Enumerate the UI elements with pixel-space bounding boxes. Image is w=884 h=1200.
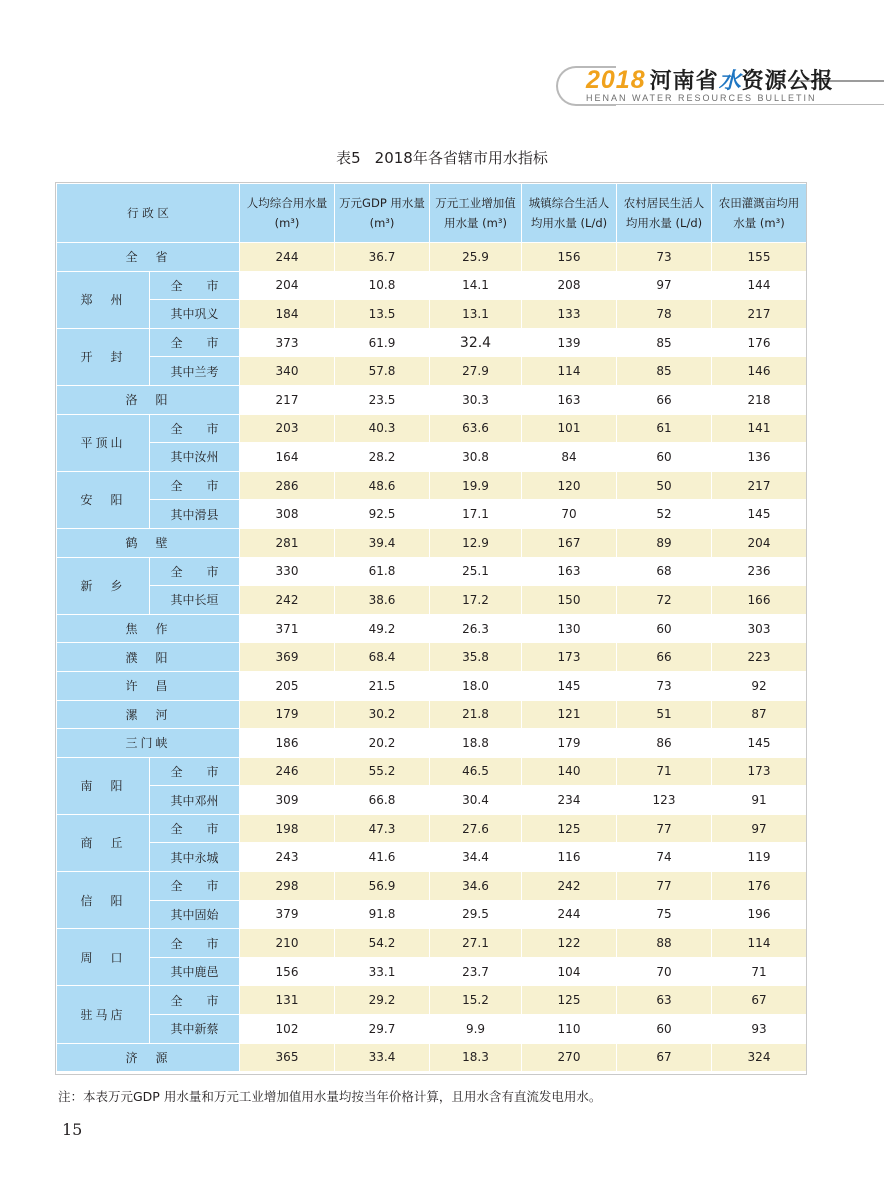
value-cell: 163	[522, 385, 617, 414]
table-row	[57, 1043, 807, 1072]
table-row	[57, 414, 807, 443]
value-cell: 303	[712, 614, 807, 643]
value-cell: 163	[522, 557, 617, 586]
value-cell: 18.8	[430, 729, 522, 758]
value-cell: 236	[712, 557, 807, 586]
table-row	[57, 586, 807, 615]
value-cell: 23.7	[430, 957, 522, 986]
value-cell: 63.6	[430, 414, 522, 443]
table-row	[57, 528, 807, 557]
value-cell: 14.1	[430, 271, 522, 300]
value-cell: 68.4	[335, 643, 430, 672]
region-cell: 焦 作	[57, 614, 240, 643]
table-row	[57, 929, 807, 958]
banner-title-pre: 河南省	[649, 69, 719, 94]
value-cell: 70	[617, 957, 712, 986]
value-cell: 71	[617, 757, 712, 786]
value-cell: 164	[240, 443, 335, 472]
value-cell: 30.2	[335, 700, 430, 729]
sub-region-cell: 全 市	[150, 986, 240, 1015]
sub-region-cell: 全 市	[150, 757, 240, 786]
value-cell: 10.8	[335, 271, 430, 300]
table-row	[57, 471, 807, 500]
sub-region-cell: 其中长垣	[150, 586, 240, 615]
value-cell: 130	[522, 614, 617, 643]
value-cell: 66	[617, 385, 712, 414]
sub-region-cell: 其中邓州	[150, 786, 240, 815]
value-cell: 70	[522, 500, 617, 529]
sub-region-cell: 其中滑县	[150, 500, 240, 529]
value-cell: 114	[522, 357, 617, 386]
value-cell: 246	[240, 757, 335, 786]
value-cell: 309	[240, 786, 335, 815]
value-cell: 15.2	[430, 986, 522, 1015]
region-cell: 开 封	[57, 328, 150, 385]
value-cell: 32.4	[430, 328, 522, 357]
value-cell: 9.9	[430, 1015, 522, 1044]
value-cell: 66.8	[335, 786, 430, 815]
banner-title	[586, 64, 834, 95]
page-number: 15	[62, 1120, 83, 1139]
value-cell: 173	[712, 757, 807, 786]
value-cell: 30.4	[430, 786, 522, 815]
region-cell: 周 口	[57, 929, 150, 986]
value-cell: 85	[617, 357, 712, 386]
value-cell: 39.4	[335, 528, 430, 557]
value-cell: 365	[240, 1043, 335, 1072]
value-cell: 167	[522, 528, 617, 557]
value-cell: 176	[712, 328, 807, 357]
value-cell: 166	[712, 586, 807, 615]
value-cell: 120	[522, 471, 617, 500]
value-cell: 29.5	[430, 900, 522, 929]
value-cell: 140	[522, 757, 617, 786]
table-row	[57, 729, 807, 758]
value-cell: 286	[240, 471, 335, 500]
value-cell: 36.7	[335, 243, 430, 272]
value-cell: 179	[240, 700, 335, 729]
value-cell: 67	[617, 1043, 712, 1072]
value-cell: 57.8	[335, 357, 430, 386]
value-cell: 281	[240, 528, 335, 557]
value-cell: 21.8	[430, 700, 522, 729]
value-cell: 176	[712, 872, 807, 901]
value-cell: 116	[522, 843, 617, 872]
value-cell: 74	[617, 843, 712, 872]
value-cell: 146	[712, 357, 807, 386]
value-cell: 35.8	[430, 643, 522, 672]
value-cell: 77	[617, 814, 712, 843]
value-cell: 60	[617, 1015, 712, 1044]
header-industry: 万元工业增加值 用水量 (m³)	[430, 184, 522, 243]
value-cell: 156	[522, 243, 617, 272]
value-cell: 89	[617, 528, 712, 557]
table-row	[57, 786, 807, 815]
value-cell: 244	[522, 900, 617, 929]
value-cell: 373	[240, 328, 335, 357]
table-row	[57, 614, 807, 643]
water-logo-icon: 水	[718, 69, 742, 94]
value-cell: 122	[522, 929, 617, 958]
value-cell: 150	[522, 586, 617, 615]
value-cell: 87	[712, 700, 807, 729]
header-gdp: 万元GDP 用水量 (m³)	[335, 184, 430, 243]
value-cell: 17.2	[430, 586, 522, 615]
value-cell: 86	[617, 729, 712, 758]
value-cell: 13.1	[430, 300, 522, 329]
value-cell: 38.6	[335, 586, 430, 615]
value-cell: 26.3	[430, 614, 522, 643]
table-row	[57, 385, 807, 414]
region-cell: 新 乡	[57, 557, 150, 614]
value-cell: 173	[522, 643, 617, 672]
sub-region-cell: 其中兰考	[150, 357, 240, 386]
banner-rule-bottom	[586, 104, 884, 105]
value-cell: 72	[617, 586, 712, 615]
value-cell: 133	[522, 300, 617, 329]
value-cell: 27.6	[430, 814, 522, 843]
value-cell: 61.9	[335, 328, 430, 357]
value-cell: 204	[240, 271, 335, 300]
sub-region-cell: 其中鹿邑	[150, 957, 240, 986]
region-cell: 郑 州	[57, 271, 150, 328]
header-rural-domestic: 农村居民生活人 均用水量 (L/d)	[617, 184, 712, 243]
value-cell: 17.1	[430, 500, 522, 529]
table-row	[57, 700, 807, 729]
value-cell: 40.3	[335, 414, 430, 443]
sub-region-cell: 全 市	[150, 814, 240, 843]
value-cell: 110	[522, 1015, 617, 1044]
region-cell: 济 源	[57, 1043, 240, 1072]
value-cell: 41.6	[335, 843, 430, 872]
value-cell: 33.1	[335, 957, 430, 986]
value-cell: 51	[617, 700, 712, 729]
table-caption	[0, 147, 884, 168]
table-row	[57, 328, 807, 357]
region-cell: 漯 河	[57, 700, 240, 729]
value-cell: 217	[712, 300, 807, 329]
value-cell: 379	[240, 900, 335, 929]
value-cell: 340	[240, 357, 335, 386]
table-note: 注：本表万元GDP 用水量和万元工业增加值用水量均按当年价格计算，且用水含有直流发电用水。	[58, 1089, 602, 1104]
sub-region-cell: 全 市	[150, 328, 240, 357]
value-cell: 19.9	[430, 471, 522, 500]
region-cell: 全 省	[57, 243, 240, 272]
header-irrigation: 农田灌溉亩均用 水量 (m³)	[712, 184, 807, 243]
value-cell: 242	[240, 586, 335, 615]
value-cell: 50	[617, 471, 712, 500]
value-cell: 25.9	[430, 243, 522, 272]
value-cell: 145	[522, 671, 617, 700]
value-cell: 298	[240, 872, 335, 901]
table-row	[57, 872, 807, 901]
table-title: 2018年各省辖市用水指标	[374, 149, 548, 167]
sub-region-cell: 全 市	[150, 471, 240, 500]
value-cell: 77	[617, 872, 712, 901]
region-cell: 驻马店	[57, 986, 150, 1043]
value-cell: 54.2	[335, 929, 430, 958]
value-cell: 13.5	[335, 300, 430, 329]
sub-region-cell: 全 市	[150, 872, 240, 901]
banner-year: 2018	[586, 66, 646, 94]
region-cell: 许 昌	[57, 671, 240, 700]
value-cell: 88	[617, 929, 712, 958]
value-cell: 210	[240, 929, 335, 958]
value-cell: 25.1	[430, 557, 522, 586]
value-cell: 179	[522, 729, 617, 758]
table-row	[57, 986, 807, 1015]
value-cell: 29.2	[335, 986, 430, 1015]
value-cell: 121	[522, 700, 617, 729]
sub-region-cell: 其中巩义	[150, 300, 240, 329]
bulletin-banner	[556, 60, 884, 110]
value-cell: 205	[240, 671, 335, 700]
value-cell: 184	[240, 300, 335, 329]
region-cell: 三门峡	[57, 729, 240, 758]
region-cell: 安 阳	[57, 471, 150, 528]
region-cell: 平顶山	[57, 414, 150, 471]
header-region: 行 政 区	[57, 184, 240, 243]
value-cell: 60	[617, 614, 712, 643]
value-cell: 330	[240, 557, 335, 586]
value-cell: 12.9	[430, 528, 522, 557]
value-cell: 56.9	[335, 872, 430, 901]
value-cell: 29.7	[335, 1015, 430, 1044]
value-cell: 68	[617, 557, 712, 586]
value-cell: 196	[712, 900, 807, 929]
value-cell: 97	[617, 271, 712, 300]
value-cell: 369	[240, 643, 335, 672]
header-urban-domestic: 城镇综合生活人 均用水量 (L/d)	[522, 184, 617, 243]
value-cell: 91	[712, 786, 807, 815]
banner-title-post: 资源公报	[741, 69, 834, 94]
value-cell: 78	[617, 300, 712, 329]
table-row	[57, 957, 807, 986]
region-cell: 南 阳	[57, 757, 150, 814]
value-cell: 156	[240, 957, 335, 986]
value-cell: 48.6	[335, 471, 430, 500]
value-cell: 85	[617, 328, 712, 357]
value-cell: 93	[712, 1015, 807, 1044]
value-cell: 20.2	[335, 729, 430, 758]
value-cell: 60	[617, 443, 712, 472]
value-cell: 223	[712, 643, 807, 672]
value-cell: 34.4	[430, 843, 522, 872]
region-cell: 濮 阳	[57, 643, 240, 672]
value-cell: 242	[522, 872, 617, 901]
value-cell: 186	[240, 729, 335, 758]
value-cell: 198	[240, 814, 335, 843]
sub-region-cell: 其中新蔡	[150, 1015, 240, 1044]
value-cell: 27.1	[430, 929, 522, 958]
value-cell: 49.2	[335, 614, 430, 643]
value-cell: 23.5	[335, 385, 430, 414]
value-cell: 73	[617, 671, 712, 700]
value-cell: 217	[240, 385, 335, 414]
value-cell: 123	[617, 786, 712, 815]
value-cell: 155	[712, 243, 807, 272]
value-cell: 104	[522, 957, 617, 986]
value-cell: 21.5	[335, 671, 430, 700]
sub-region-cell: 全 市	[150, 557, 240, 586]
value-cell: 102	[240, 1015, 335, 1044]
value-cell: 145	[712, 729, 807, 758]
value-cell: 28.2	[335, 443, 430, 472]
value-cell: 18.0	[430, 671, 522, 700]
sub-region-cell: 其中固始	[150, 900, 240, 929]
value-cell: 218	[712, 385, 807, 414]
table-row	[57, 1015, 807, 1044]
sub-region-cell: 其中汝州	[150, 443, 240, 472]
value-cell: 27.9	[430, 357, 522, 386]
table-row	[57, 243, 807, 272]
table-row	[57, 757, 807, 786]
value-cell: 270	[522, 1043, 617, 1072]
table-header-row	[57, 184, 807, 243]
value-cell: 119	[712, 843, 807, 872]
value-cell: 73	[617, 243, 712, 272]
value-cell: 33.4	[335, 1043, 430, 1072]
value-cell: 125	[522, 986, 617, 1015]
value-cell: 203	[240, 414, 335, 443]
value-cell: 92	[712, 671, 807, 700]
table-row	[57, 900, 807, 929]
value-cell: 30.8	[430, 443, 522, 472]
sub-region-cell: 全 市	[150, 929, 240, 958]
value-cell: 92.5	[335, 500, 430, 529]
value-cell: 55.2	[335, 757, 430, 786]
value-cell: 30.3	[430, 385, 522, 414]
value-cell: 61.8	[335, 557, 430, 586]
sub-region-cell: 全 市	[150, 414, 240, 443]
value-cell: 101	[522, 414, 617, 443]
value-cell: 243	[240, 843, 335, 872]
value-cell: 18.3	[430, 1043, 522, 1072]
sub-region-cell: 全 市	[150, 271, 240, 300]
water-use-table	[56, 183, 806, 1072]
value-cell: 114	[712, 929, 807, 958]
value-cell: 371	[240, 614, 335, 643]
table-row	[57, 500, 807, 529]
value-cell: 234	[522, 786, 617, 815]
region-cell: 鹤 壁	[57, 528, 240, 557]
value-cell: 324	[712, 1043, 807, 1072]
value-cell: 144	[712, 271, 807, 300]
sub-region-cell: 其中永城	[150, 843, 240, 872]
table-row	[57, 843, 807, 872]
value-cell: 204	[712, 528, 807, 557]
region-cell: 洛 阳	[57, 385, 240, 414]
value-cell: 208	[522, 271, 617, 300]
table-number: 表5	[336, 149, 361, 167]
value-cell: 61	[617, 414, 712, 443]
value-cell: 63	[617, 986, 712, 1015]
value-cell: 97	[712, 814, 807, 843]
table-row	[57, 300, 807, 329]
table-row	[57, 643, 807, 672]
value-cell: 308	[240, 500, 335, 529]
value-cell: 131	[240, 986, 335, 1015]
value-cell: 139	[522, 328, 617, 357]
value-cell: 217	[712, 471, 807, 500]
value-cell: 136	[712, 443, 807, 472]
table-row	[57, 357, 807, 386]
value-cell: 91.8	[335, 900, 430, 929]
value-cell: 34.6	[430, 872, 522, 901]
banner-subtitle: HENAN WATER RESOURCES BULLETIN	[586, 93, 817, 103]
value-cell: 46.5	[430, 757, 522, 786]
table-row	[57, 443, 807, 472]
value-cell: 52	[617, 500, 712, 529]
region-cell: 商 丘	[57, 814, 150, 871]
value-cell: 244	[240, 243, 335, 272]
table-row	[57, 814, 807, 843]
value-cell: 145	[712, 500, 807, 529]
value-cell: 84	[522, 443, 617, 472]
value-cell: 75	[617, 900, 712, 929]
value-cell: 125	[522, 814, 617, 843]
header-per-capita: 人均综合用水量 (m³)	[240, 184, 335, 243]
value-cell: 47.3	[335, 814, 430, 843]
table-row	[57, 557, 807, 586]
table-row	[57, 271, 807, 300]
region-cell: 信 阳	[57, 872, 150, 929]
value-cell: 141	[712, 414, 807, 443]
value-cell: 67	[712, 986, 807, 1015]
table-row	[57, 671, 807, 700]
value-cell: 66	[617, 643, 712, 672]
value-cell: 71	[712, 957, 807, 986]
